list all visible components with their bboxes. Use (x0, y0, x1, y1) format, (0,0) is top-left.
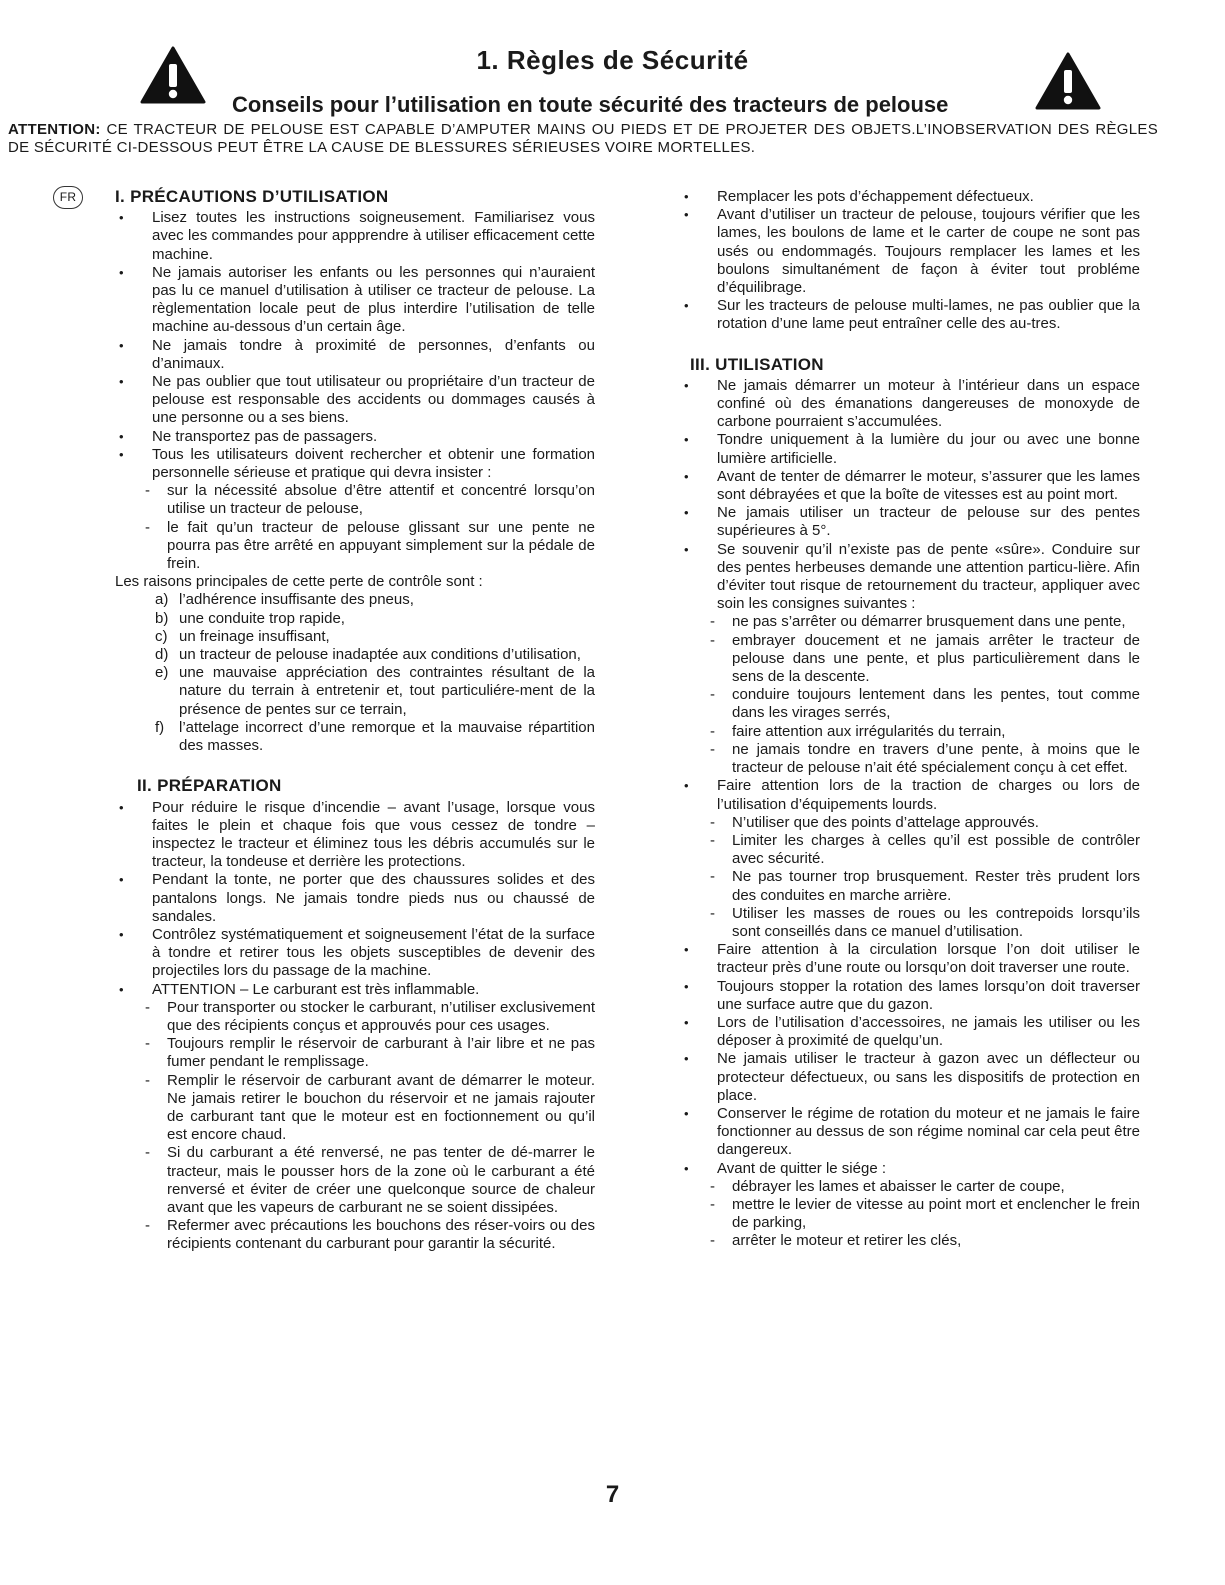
list-item: - Remplir le réservoir de carburant avant de démarrer le moteur. Ne jamais retirer le bouchon du réservoir et ne jamais rajouter de carburant tant que le moteur est en foctionnement ou qu’il est encore chaud. (143, 1072, 595, 1145)
reasons-list (115, 591, 595, 755)
spacer (115, 755, 595, 777)
list-item: • Ne jamais utiliser le tracteur à gazon avec un déflecteur ou protecteur défectueux, ou sans les dispositifs de protection en place. (680, 1050, 1140, 1105)
list-item: • Ne jamais utiliser un tracteur de pelouse sur des pentes supérieures à 5°. (680, 504, 1140, 540)
list-item: - sur la nécessité absolue d’être attentif et concentré lorsqu’on utilise un tracteur de pelouse, (143, 482, 595, 518)
list-item: c) un freinage insuffisant, (155, 627, 330, 645)
list-item: - le fait qu’un tracteur de pelouse glissant sur une pente ne pourra pas être arrêté en appuyant simplement sur la pédale de frein. (143, 519, 595, 574)
slope-sublist (680, 613, 1140, 777)
list-item: • Ne jamais démarrer un moteur à l’intérieur dans un espace confiné où des émanations dangereuses de monoxyde de carbone pourraient s’accumulées. (680, 377, 1140, 432)
list-item: - faire attention aux irrégularités du terrain, (708, 723, 1140, 741)
list-item: • Pour réduire le risque d’incendie – avant l’usage, lorsque vous faites le plein et chaque fois que vous cessez de tondre – inspectez le tracteur et éliminez tous les débris accumulés sur le tracteur, la tondeuse et derrière les protections. (115, 799, 595, 872)
list-item: - Si du carburant a été renversé, ne pas tenter de dé-marrer le tracteur, mais le pousser hors de la zone où le carburant a été renversé et éviter de créer une quelconque source de chaleur avant que les vapeurs de carburant ne se soient dissipées. (143, 1144, 595, 1217)
list-item: - embrayer doucement et ne jamais arrêter le tracteur de pelouse dans une pente, et plus particulièrement dans le sens de la descente. (708, 632, 1140, 687)
utilisation-list-b (680, 941, 1140, 1178)
list-item: - mettre le levier de vitesse au point mort et enclencher le frein de parking, (708, 1196, 1140, 1232)
load-sublist (680, 814, 1140, 941)
list-item: • Faire attention lors de la traction de charges ou lors de l’utilisation d’équipements lourds. (680, 777, 1140, 813)
precautions-list (115, 209, 595, 482)
page-subtitle: Conseils pour l’utilisation en toute sécurité des tracteurs de pelouse (232, 92, 949, 117)
list-item: • Ne jamais tondre à proximité de personnes, d’enfants ou d’animaux. (115, 337, 595, 373)
list-item: • Conserver le régime de rotation du moteur et ne jamais le faire fonctionner au dessus de son régime nominal car cela peut être dangereux. (680, 1105, 1140, 1160)
list-item: - ne pas s’arrêter ou démarrer brusquement dans une pente, (708, 613, 1140, 631)
preparation-list-continued (680, 188, 1140, 334)
list-item: d) un tracteur de pelouse inadaptée aux conditions d’utilisation, (155, 646, 581, 664)
list-item: - Refermer avec précautions les bouchons des réser-voirs ou des récipients contenant du carburant pour garantir la sécurité. (143, 1217, 595, 1253)
list-item: - Limiter les charges à celles qu’il est possible de contrôler avec sécurité. (708, 832, 1140, 868)
list-item: • Avant de tenter de démarrer le moteur, s’assurer que les lames sont débrayées et que la boîte de vitesses est au point mort. (680, 468, 1140, 504)
list-item: • Lisez toutes les instructions soigneusement. Familiarisez vous avec les commandes pour appprendre à utiliser efficacement cette machine. (115, 209, 595, 264)
list-item: • Sur les tracteurs de pelouse multi-lames, ne pas oublier que la rotation d’une lame peut entraîner celle des au-tres. (680, 297, 1140, 333)
list-item: • Ne transportez pas de passagers. (115, 428, 595, 446)
list-item: - conduire toujours lentement dans les pentes, tout comme dans les virages serrés, (708, 686, 1140, 722)
section-preparation-heading: II. PRÉPARATION (137, 776, 282, 796)
list-item: • Faire attention à la circulation lorsque l’on doit utiliser le tracteur près d’une route ou lorsqu’on doit traverser une route. (680, 941, 1140, 977)
section-precautions-heading: FR I. PRÉCAUTIONS D’UTILISATION (115, 188, 595, 206)
list-item: - débrayer les lames et abaisser le carter de coupe, (708, 1178, 1140, 1196)
list-item: - ne jamais tondre en travers d’une pente, à moins que le tracteur de pelouse n’ait été spécialement conçu à cet effet. (708, 741, 1140, 777)
fuel-sublist (115, 999, 595, 1254)
page-title: 1. Règles de Sécurité (476, 45, 749, 75)
list-item: • Se souvenir qu’il n’existe pas de pente «sûre». Conduire sur des pentes herbeuses demande une attention particu-lière. Afin d’éviter tout risque de retournement du tracteur, appliquer avec soin les consignes suivantes : (680, 541, 1140, 614)
list-item: • Tous les utilisateurs doivent rechercher et obtenir une formation personnelle sérieuse et pratique qui devra insister : (115, 446, 595, 482)
right-column (680, 188, 1140, 1251)
language-badge: FR (53, 186, 83, 209)
attention-text: CE TRACTEUR DE PELOUSE EST CAPABLE D’AMPUTER MAINS OU PIEDS ET DE PROJETER DES OBJETS.L’INOBSERVATION DES RÈGLES DE SÉCURITÉ CI-DESSOUS PEUT ÊTRE LA CAUSE DE BLESSURES SÉRIEUSES VOIRE MORTELLES. (8, 121, 1158, 156)
list-item: • Lors de l’utilisation d’accessoires, ne jamais les utiliser ou les déposer à proximité de quelqu’un. (680, 1014, 1140, 1050)
list-item: - Pour transporter ou stocker le carburant, n’utiliser exclusivement que des récipients conçus et approuvés pour ces usages. (143, 999, 595, 1035)
list-item: f) l’attelage incorrect d’une remorque et la mauvaise répartition des masses. (155, 718, 595, 755)
list-item: - Ne pas tourner trop brusquement. Rester très prudent lors des conduites en marche arrière. (708, 868, 1140, 904)
page-number: 7 (605, 1481, 620, 1508)
list-item: • ATTENTION – Le carburant est très inflammable. (115, 981, 595, 999)
left-column (59, 187, 595, 1254)
section-utilisation-heading: III. UTILISATION (690, 354, 824, 374)
list-item: • Ne jamais autoriser les enfants ou les personnes qui n’auraient pas lu ce manuel d’utilisation à utiliser ce tracteur de pelouse. La règlementation locale peut de plus interdire l’utilisation de telle machine au-dessous d’un certain âge. (115, 264, 595, 337)
list-item: a) l’adhérence insuffisante des pneus, (155, 591, 414, 609)
list-item: e) une mauvaise appréciation des contraintes résultant de la nature du terrain à entretenir et, tout particuliére-ment de la présence de pentes sur ce terrain, (155, 664, 595, 718)
list-item: • Pendant la tonte, ne porter que des chaussures solides et des pantalons longs. Ne jamais tondre pieds nus ou chaussé de sandales. (115, 871, 595, 926)
list-item: • Contrôlez systématiquement et soigneusement l’état de la surface à tondre et retirer tous les objets susceptibles de devenir des projectiles lors du passage de la machine. (115, 926, 595, 981)
attention-notice (8, 121, 1158, 157)
list-item: - Toujours remplir le réservoir de carburant à l’air libre et ne pas fumer pendant le remplissage. (143, 1035, 595, 1071)
utilisation-list (680, 377, 1140, 614)
list-item: • Tondre uniquement à la lumière du jour ou avec une bonne lumière artificielle. (680, 431, 1140, 467)
training-sublist (115, 482, 595, 573)
list-item: b) une conduite trop rapide, (155, 609, 345, 627)
reasons-intro: Les raisons principales de cette perte de contrôle sont : (115, 573, 483, 591)
list-item: - arrêter le moteur et retirer les clés, (708, 1232, 1140, 1250)
spacer (680, 334, 1140, 356)
list-item: • Ne pas oublier que tout utilisateur ou propriétaire d’un tracteur de pelouse est responsable des accidents ou dommages causés à une personne ou a ses biens. (115, 373, 595, 428)
list-item: • Avant d’utiliser un tracteur de pelouse, toujours vérifier que les lames, les boulons de lame et le carter de coupe ne sont pas usés ou endommagés. Toujours remplacer les lames et les boulons simultanément de façon à éviter tout probléme d’équilibrage. (680, 206, 1140, 297)
list-item: • Avant de quitter le siége : (680, 1160, 1140, 1178)
list-item: - N’utiliser que des points d’attelage approuvés. (708, 814, 1140, 832)
preparation-list (115, 799, 595, 999)
list-item: • Remplacer les pots d’échappement défectueux. (680, 188, 1140, 206)
list-item: • Toujours stopper la rotation des lames lorsqu’on doit traverser une surface autre que du gazon. (680, 978, 1140, 1014)
attention-label: ATTENTION: (8, 121, 101, 138)
leave-sublist (680, 1178, 1140, 1251)
list-item: - Utiliser les masses de roues ou les contrepoids lorsqu’ils sont conseillés dans ce manuel d’utilisation. (708, 905, 1140, 941)
load-list (680, 777, 1140, 813)
